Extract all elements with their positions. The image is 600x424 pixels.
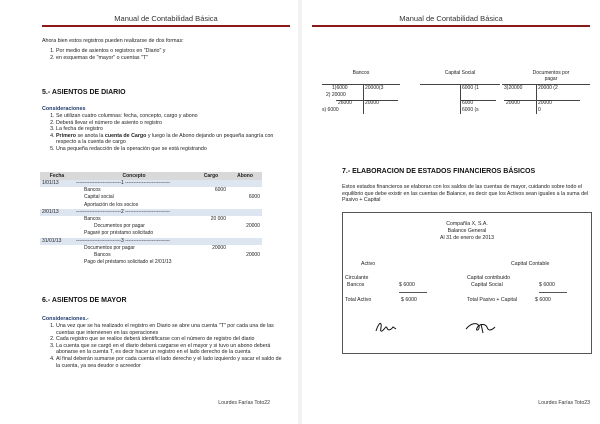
column-header: Cargo — [194, 172, 228, 180]
page-footer: Lourdes Farías Toto22 — [218, 400, 270, 406]
t-account-documentos-por-pagar — [502, 70, 590, 114]
activo-label: Activo — [361, 261, 376, 267]
bancos-label: Bancos — [347, 282, 365, 288]
table-cell-concepto: Documentos por pagar — [94, 223, 145, 230]
table-cell-abono — [228, 259, 262, 266]
total-pasivo-amount: $ 6000 — [535, 297, 551, 303]
table-cell-fecha — [40, 187, 74, 194]
table-cell-concepto: ---------------------------2 --------------------------- — [74, 209, 194, 216]
table-cell-concepto: Aportación de los socios — [84, 201, 139, 208]
t-account-name: Capital Social — [444, 70, 476, 76]
t-account-row: 26000 20000 — [338, 100, 379, 106]
table-row — [40, 180, 262, 187]
list-item: 1. Por medio de asientos o registros en "Diario" y — [56, 48, 282, 55]
table-cell-fecha — [40, 223, 74, 230]
list-item: 3. La fecha de registro — [56, 126, 282, 133]
journal-body — [40, 180, 262, 266]
table-row — [40, 216, 262, 223]
page-header: Manual de Contabilidad Básica — [114, 14, 218, 23]
table-row — [40, 245, 262, 252]
table-cell-cargo — [194, 252, 228, 259]
table-cell-concepto: Documentos por pagar — [84, 244, 135, 251]
table-cell-fecha — [40, 230, 74, 237]
table-row — [40, 230, 262, 237]
list-item: 5. Una pequeña redacción de la operación que se está registrando — [56, 146, 282, 153]
table-cell-abono — [228, 216, 262, 223]
table-cell-fecha: 31/01/13 — [40, 238, 74, 245]
table-cell-fecha: 2/01/13 — [40, 209, 74, 216]
list-item: 4. Primero se anota la cuenta de Cargo y luego la de Abono dejando un pequeña sangría con respecto a la cuenta de cargo — [56, 133, 282, 146]
signature-right — [463, 319, 499, 335]
t-account-row — [502, 92, 590, 99]
circulante-label: Circulante — [345, 275, 369, 281]
table-cell-cargo — [194, 238, 228, 245]
table-cell-cargo — [194, 194, 228, 201]
company-name: Compañía X, S.A. — [446, 221, 488, 227]
left-page — [0, 0, 298, 424]
table-cell-concepto: Bancos — [94, 252, 111, 259]
list-item: 4. Al final deberán sumarse por cada cuenta el lado derecho y el lado izquierdo y sacar el saldo de la cuenta, ya sea deudor o acreedor — [56, 356, 282, 369]
section-text: Estos estados financieros se elaboran con los saldos de las cuentas de mayor, cuidando sobre todo el equilibrio que debe existir en las cuentas de Balance, es decir que los Activos sean iguales a la suma del Pasivo + Capital — [342, 184, 589, 204]
table-cell-cargo — [194, 209, 228, 216]
page-footer: Lourdes Farías Toto23 — [538, 400, 590, 406]
table-row — [40, 202, 262, 209]
capital-contribuido-label: Capital contribuido — [467, 275, 510, 281]
t-account-name: Bancos — [352, 70, 370, 76]
capital-social-amount: $ 6000 — [539, 282, 555, 288]
table-cell-cargo — [194, 202, 228, 209]
table-cell-concepto: Bancos — [84, 216, 101, 223]
t-account-row: 0 — [538, 107, 541, 113]
considerations-label: Consideraciones.- — [42, 316, 89, 322]
intro-text: Ahora bien estos registros pueden realizarse de dos formas: — [42, 38, 184, 44]
table-cell-fecha — [40, 194, 74, 201]
table-cell-abono: 6000 — [248, 194, 260, 201]
page-header: Manual de Contabilidad Básica — [399, 14, 503, 23]
right-page — [302, 0, 600, 424]
balance-title: Balance General — [447, 228, 487, 234]
total-activo-label: Total Activo — [345, 297, 372, 303]
column-header: Abono — [228, 172, 262, 180]
table-cell-concepto: ---------------------------3 --------------------------- — [74, 238, 194, 245]
t-account-row: 6000 (s — [462, 107, 479, 113]
header-rule — [42, 25, 290, 27]
table-cell-fecha — [40, 252, 74, 259]
section-title: 5.- ASIENTOS DE DIARIO — [42, 89, 126, 96]
table-cell-cargo — [194, 230, 228, 237]
table-cell-cargo — [194, 259, 228, 266]
list-item: 2. en esquemas de "mayor" o cuentas "T" — [56, 55, 282, 62]
table-row — [40, 259, 262, 266]
table-row — [40, 238, 262, 245]
table-cell-abono: 20000 — [246, 252, 260, 259]
t-account-capital-social — [420, 70, 500, 114]
section-title: 7.- ELABORACION DE ESTADOS FINANCIEROS BÁSICOS — [342, 168, 536, 175]
considerations-list — [42, 323, 282, 369]
sum-line — [539, 292, 567, 293]
considerations-label: Consideraciones — [42, 106, 86, 112]
table-cell-fecha — [40, 202, 74, 209]
table-cell-abono — [228, 180, 262, 187]
table-cell-abono: 20000 — [246, 223, 260, 230]
table-cell-cargo — [194, 223, 228, 230]
section-title: 6.- ASIENTOS DE MAYOR — [42, 297, 127, 304]
table-row — [40, 223, 262, 230]
table-cell-cargo: 20 000 — [210, 216, 226, 223]
list-item: 3. La cuenta que se cargó en el diario deberá cargarse en el mayor y si tuvo un abono deberá abonarse en la cuenta T, es decir hacer un registro en el lado derecho de la cuenta — [56, 343, 282, 356]
list-item: 1. Se utilizan cuatro columnas: fecha, concepto, cargo y abono — [56, 113, 282, 120]
table-cell-concepto: Bancos — [84, 187, 101, 194]
table-cell-concepto: ---------------------------1 --------------------------- — [74, 180, 194, 187]
t-account-name: Documentos por pagar — [532, 70, 570, 82]
t-account-row — [420, 92, 500, 99]
table-cell-fecha — [40, 245, 74, 252]
table-cell-cargo: 20000 — [212, 244, 226, 251]
journal-table — [40, 172, 262, 266]
capital-label: Capital Contable — [511, 261, 550, 267]
table-cell-abono — [228, 202, 262, 209]
balance-date: Al 31 de enero de 2013 — [440, 235, 494, 241]
list-item: 1. Una vez que se ha realizado el registro en Diario se abre una cuenta "T" por cada una de las cuentas que intervienen en las operaciones — [56, 323, 282, 336]
table-header-row — [40, 172, 262, 180]
table-cell-cargo — [194, 180, 228, 187]
table-cell-fecha — [40, 259, 74, 266]
t-account-row: 1)6000 20000(3 — [332, 85, 384, 91]
considerations-list — [42, 113, 282, 153]
t-account-row: s) 6000 — [322, 107, 339, 113]
table-cell-abono — [228, 238, 262, 245]
table-row — [40, 209, 262, 216]
table-row — [40, 194, 262, 201]
bancos-amount: $ 6000 — [399, 282, 415, 288]
t-account-bancos — [322, 70, 400, 114]
table-cell-fecha: 1/01/13 — [40, 180, 74, 187]
table-cell-cargo: 6000 — [214, 187, 226, 194]
table-cell-concepto: Pagaré por préstamo solicitado — [84, 230, 154, 237]
sum-line — [399, 292, 427, 293]
table-cell-fecha — [40, 216, 74, 223]
total-activo-amount: $ 6000 — [401, 297, 417, 303]
list-item: 2. Deberá llevar el número de asiento o registro — [56, 120, 282, 127]
table-cell-abono — [228, 230, 262, 237]
t-account-row: 2) 20000 — [326, 92, 346, 98]
forms-list — [42, 48, 282, 61]
table-row — [40, 252, 262, 259]
table-cell-abono — [228, 187, 262, 194]
header-rule — [312, 25, 590, 27]
t-account-row: 6000 — [462, 100, 474, 106]
table-cell-concepto: Capital social — [84, 194, 114, 201]
table-cell-abono — [228, 245, 262, 252]
table-cell-concepto: Pago del préstamo solicitado el 2/01/13 — [84, 259, 172, 266]
table-cell-abono — [228, 209, 262, 216]
balance-sheet — [342, 212, 592, 354]
column-header: Fecha — [40, 172, 74, 180]
signature-left — [373, 319, 399, 335]
t-account-row: 20000 20000 — [506, 100, 552, 106]
t-account-row: 3)20000 20000 (2 — [504, 85, 558, 91]
t-account-row: 6000 (1 — [462, 85, 479, 91]
table-row — [40, 187, 262, 194]
list-item: 2. Cada registro que se realice deberá identificarse con el número de registro del diario — [56, 336, 282, 343]
total-pasivo-label: Total Pasivo + Capital — [467, 297, 518, 303]
column-header: Concepto — [74, 172, 194, 180]
capital-social-label: Capital Social — [471, 282, 503, 288]
